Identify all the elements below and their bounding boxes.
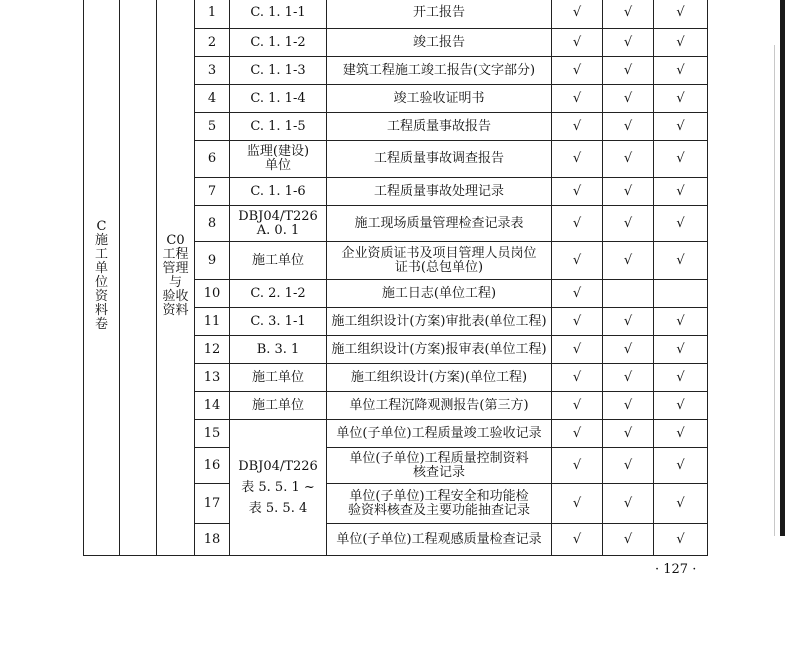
code-cell: 施工单位 [230, 392, 327, 420]
category-line: 工程 [162, 247, 189, 262]
row-number: 8 [195, 206, 230, 242]
name-line: 企业资质证书及项目管理人员岗位 [341, 245, 537, 261]
check-cell: √ [654, 178, 708, 206]
name-cell: 单位(子单位)工程质量竣工验收记录 [327, 420, 552, 448]
code-line: 表 5. 5. 1 ~ [241, 480, 315, 495]
check-cell: √ [552, 0, 603, 29]
check-cell: √ [654, 85, 708, 113]
name-cell: 施工现场质量管理检查记录表 [327, 206, 552, 242]
check-cell: √ [552, 484, 603, 524]
name-line: 核查记录 [412, 464, 465, 480]
code-cell: C. 1. 1-2 [230, 29, 327, 57]
merged-code-cell [230, 420, 327, 556]
check-cell: √ [603, 448, 654, 484]
check-cell [603, 280, 654, 308]
code-cell: C. 1. 1-6 [230, 178, 327, 206]
volume-char: 位 [94, 275, 108, 290]
row-number: 12 [195, 336, 230, 364]
name-cell: 开工报告 [327, 0, 552, 29]
check-cell: √ [603, 29, 654, 57]
check-cell: √ [654, 420, 708, 448]
code-line: DBJ04/T226 [238, 208, 318, 224]
name-cell: 施工组织设计(方案)(单位工程) [327, 364, 552, 392]
check-cell: √ [603, 524, 654, 556]
blank-column-cell [120, 0, 157, 556]
name-line: 证书(总包单位) [394, 259, 484, 275]
check-cell: √ [552, 280, 603, 308]
row-number: 15 [195, 420, 230, 448]
check-cell: √ [603, 242, 654, 280]
check-cell: √ [654, 141, 708, 178]
check-cell: √ [552, 308, 603, 336]
volume-char: 资 [94, 289, 108, 304]
name-cell: 施工组织设计(方案)审批表(单位工程) [327, 308, 552, 336]
volume-char: C [96, 219, 107, 234]
name-cell: 工程质量事故调查报告 [327, 141, 552, 178]
check-cell: √ [552, 336, 603, 364]
check-cell: √ [552, 206, 603, 242]
volume-char: 施 [94, 233, 108, 248]
row-number: 3 [195, 57, 230, 85]
code-cell: C. 1. 1-3 [230, 57, 327, 85]
page-number: · 127 · [655, 562, 697, 577]
code-cell: C. 3. 1-1 [230, 308, 327, 336]
check-cell: √ [603, 57, 654, 85]
check-cell: √ [552, 524, 603, 556]
name-line: 单位(子单位)工程质量控制资料 [349, 450, 529, 466]
volume-char: 料 [94, 303, 108, 318]
check-cell: √ [552, 85, 603, 113]
check-cell: √ [552, 57, 603, 85]
row-number: 7 [195, 178, 230, 206]
code-line: A. 0. 1 [256, 222, 300, 238]
category-line: 与 [168, 275, 182, 290]
name-cell: 竣工验收证明书 [327, 85, 552, 113]
check-cell: √ [654, 57, 708, 85]
category-line: 验收 [162, 289, 189, 304]
volume-char: 工 [94, 247, 108, 262]
check-cell: √ [654, 113, 708, 141]
name-line: 单位(子单位)工程安全和功能检 [349, 488, 529, 504]
code-line: 监理(建设) [246, 144, 310, 159]
volume-char: 卷 [94, 317, 108, 332]
check-cell: √ [654, 524, 708, 556]
check-cell: √ [552, 420, 603, 448]
name-cell: 工程质量事故处理记录 [327, 178, 552, 206]
row-number: 6 [195, 141, 230, 178]
check-cell: √ [552, 242, 603, 280]
name-line: 验资料核查及主要功能抽查记录 [347, 502, 530, 518]
name-cell: 施工日志(单位工程) [327, 280, 552, 308]
category-line: 资料 [162, 303, 189, 318]
check-cell: √ [654, 484, 708, 524]
name-cell: 竣工报告 [327, 29, 552, 57]
check-cell: √ [552, 29, 603, 57]
name-cell: 建筑工程施工竣工报告(文字部分) [327, 57, 552, 85]
category-line: C0 [166, 233, 185, 248]
check-cell: √ [654, 392, 708, 420]
records-table [83, 0, 708, 556]
check-cell: √ [654, 242, 708, 280]
volume-label-cell [84, 0, 120, 556]
check-cell: √ [654, 0, 708, 29]
code-cell [230, 206, 327, 242]
name-cell: 工程质量事故报告 [327, 113, 552, 141]
check-cell: √ [654, 448, 708, 484]
row-number: 9 [195, 242, 230, 280]
check-cell: √ [552, 141, 603, 178]
check-cell: √ [603, 392, 654, 420]
check-cell: √ [603, 141, 654, 178]
check-cell: √ [603, 113, 654, 141]
category-line: 管理 [162, 261, 189, 276]
row-number: 16 [195, 448, 230, 484]
check-cell: √ [603, 308, 654, 336]
code-cell: C. 1. 1-1 [230, 0, 327, 29]
check-cell: √ [654, 29, 708, 57]
check-cell: √ [603, 364, 654, 392]
row-number: 5 [195, 113, 230, 141]
volume-char: 单 [94, 261, 108, 276]
row-number: 4 [195, 85, 230, 113]
name-cell [327, 448, 552, 484]
check-cell: √ [603, 484, 654, 524]
check-cell: √ [603, 420, 654, 448]
check-cell: √ [603, 178, 654, 206]
check-cell [654, 280, 708, 308]
code-cell: B. 3. 1 [230, 336, 327, 364]
row-number: 1 [195, 0, 230, 29]
code-cell: 施工单位 [230, 242, 327, 280]
table-row [84, 0, 708, 29]
check-cell: √ [603, 85, 654, 113]
check-cell: √ [654, 336, 708, 364]
code-cell: 施工单位 [230, 364, 327, 392]
name-cell: 单位工程沉降观测报告(第三方) [327, 392, 552, 420]
check-cell: √ [654, 206, 708, 242]
check-cell: √ [603, 336, 654, 364]
row-number: 18 [195, 524, 230, 556]
check-cell: √ [552, 113, 603, 141]
page-edge-shadow [780, 0, 785, 536]
name-cell: 单位(子单位)工程观感质量检查记录 [327, 524, 552, 556]
name-cell [327, 242, 552, 280]
check-cell: √ [552, 392, 603, 420]
name-cell: 施工组织设计(方案)报审表(单位工程) [327, 336, 552, 364]
check-cell: √ [654, 308, 708, 336]
check-cell: √ [552, 178, 603, 206]
row-number: 17 [195, 484, 230, 524]
check-cell: √ [552, 448, 603, 484]
code-cell: C. 1. 1-4 [230, 85, 327, 113]
check-cell: √ [603, 206, 654, 242]
code-cell: C. 2. 1-2 [230, 280, 327, 308]
check-cell: √ [654, 364, 708, 392]
page-edge-line [774, 45, 775, 536]
code-cell: C. 1. 1-5 [230, 113, 327, 141]
check-cell: √ [603, 0, 654, 29]
code-line: 单位 [264, 158, 291, 173]
row-number: 2 [195, 29, 230, 57]
code-line: DBJ04/T226 [238, 459, 318, 474]
row-number: 13 [195, 364, 230, 392]
name-cell [327, 484, 552, 524]
category-label-cell [157, 0, 195, 556]
code-line: 表 5. 5. 4 [248, 501, 308, 516]
row-number: 14 [195, 392, 230, 420]
row-number: 10 [195, 280, 230, 308]
row-number: 11 [195, 308, 230, 336]
code-cell [230, 141, 327, 178]
check-cell: √ [552, 364, 603, 392]
